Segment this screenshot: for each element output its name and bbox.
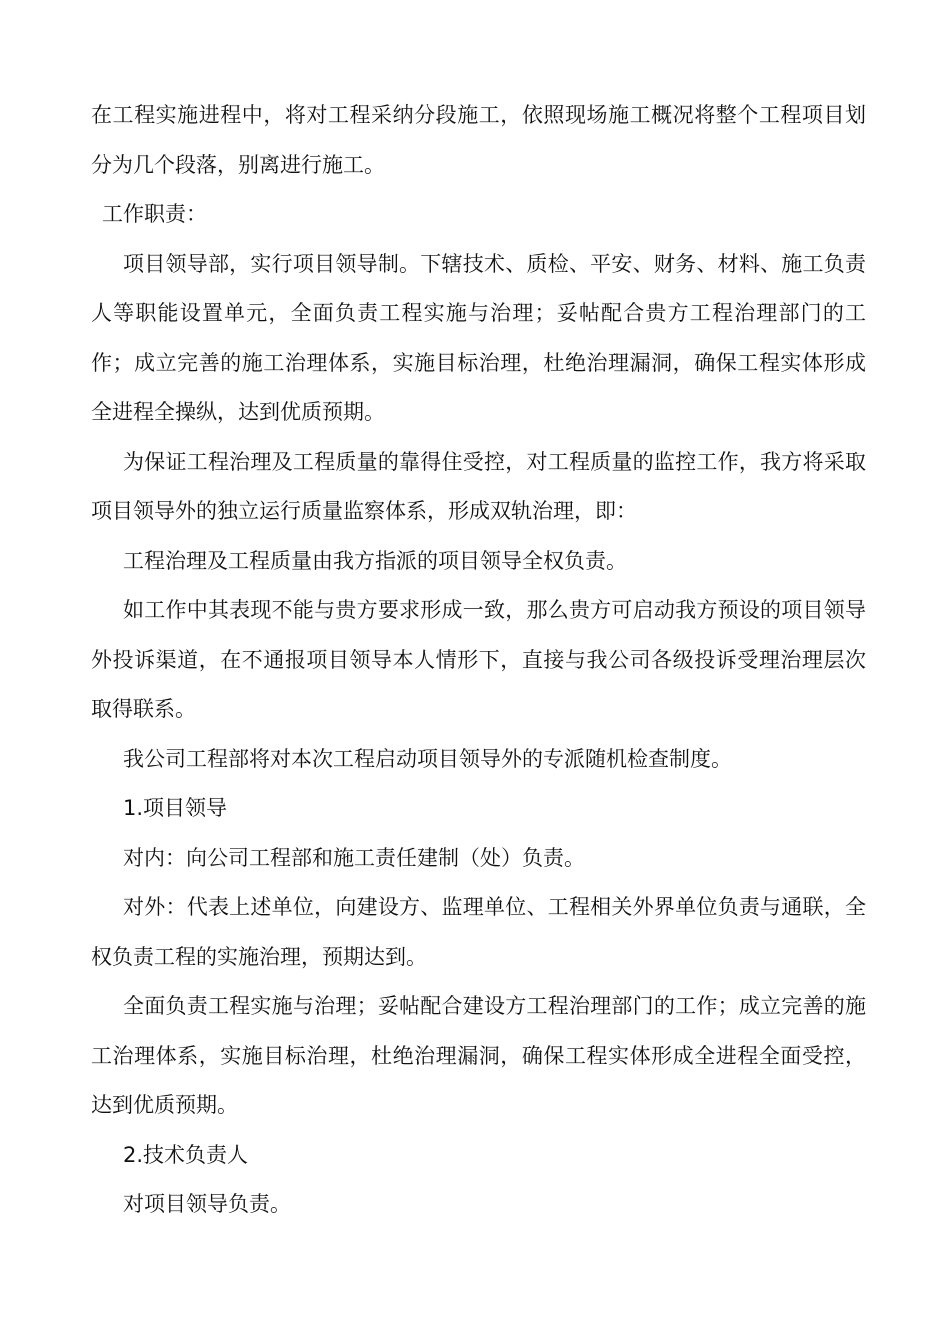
paragraph-internal-duty: 对内：向公司工程部和施工责任建制（处）负责。 <box>123 845 585 870</box>
subheading-technical-lead: 2.技术负责人 <box>123 1142 249 1167</box>
paragraph-quality-assurance: 为保证工程治理及工程质量的靠得住受控，对工程质量的监控工作，我方将采取项目领导外的独立运行质量监察体系，形成双轨治理，即： <box>91 449 866 523</box>
paragraph-overall-management: 全面负责工程实施与治理；妥帖配合建设方工程治理部门的工作；成立完善的施工治理体系，实施目标治理，杜绝治理漏洞，确保工程实体形成全进程全面受控，达到优质预期。 <box>91 994 866 1117</box>
paragraph-intro: 在工程实施进程中，将对工程采纳分段施工，依照现场施工概况将整个工程项目划分为几个段落，别离进行施工。 <box>91 103 866 177</box>
document-page <box>91 91 866 1230</box>
section-heading-duties: 工作职责： <box>102 202 207 226</box>
paragraph-report-to-leader: 对项目领导负责。 <box>123 1192 291 1216</box>
paragraph-external-duty: 对外：代表上述单位，向建设方、监理单位、工程相关外界单位负责与通联，全权负责工程的实施治理，预期达到。 <box>91 895 866 969</box>
paragraph-full-responsibility: 工程治理及工程质量由我方指派的项目领导全权负责。 <box>123 548 627 573</box>
subheading-project-leader: 1.项目领导 <box>123 796 228 820</box>
paragraph-random-inspection: 我公司工程部将对本次工程启动项目领导外的专派随机检查制度。 <box>123 746 732 771</box>
paragraph-complaint-channel: 如工作中其表现不能与贵方要求形成一致，那么贵方可启动我方预设的项目领导外投诉渠道，在不通报项目领导本人情形下，直接与我公司各级投诉受理治理层次取得联系。 <box>91 598 866 721</box>
paragraph-project-leadership: 项目领导部，实行项目领导制。下辖技术、质检、平安、财务、材料、施工负责人等职能设置单元，全面负责工程实施与治理；妥帖配合贵方工程治理部门的工作；成立完善的施工治理体系，实施目标治理，杜绝治理漏洞，确保工程实体形成全进程全操纵，达到优质预期。 <box>91 251 866 424</box>
